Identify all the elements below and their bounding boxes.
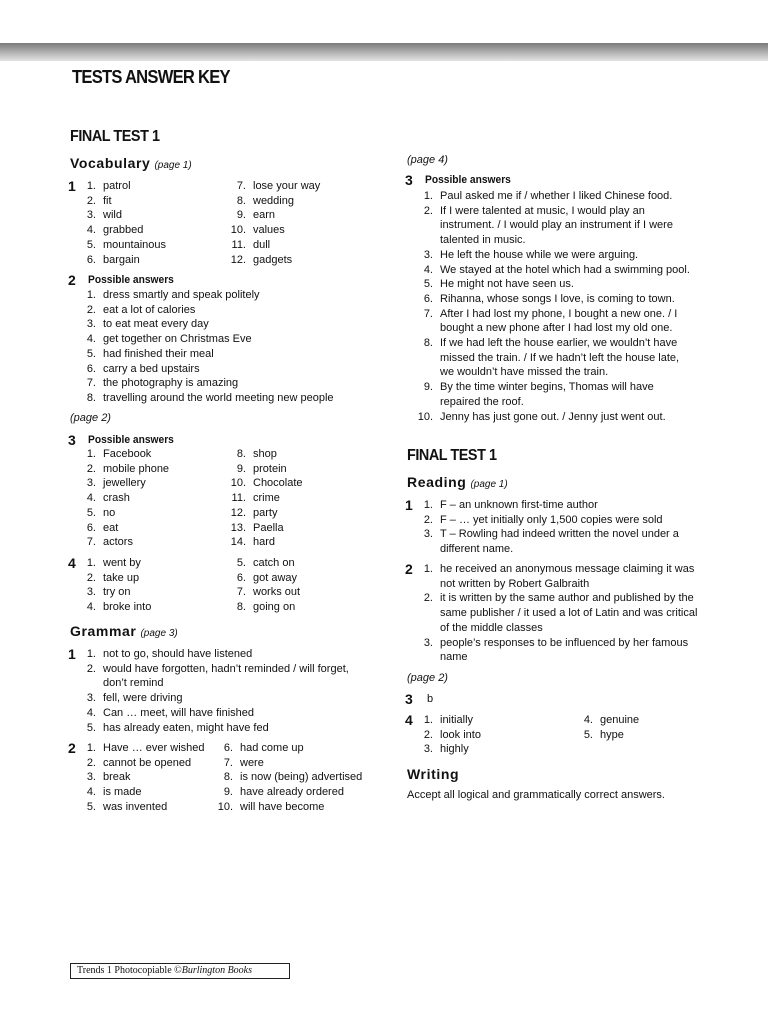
- item-text: crime: [253, 492, 280, 505]
- list-item: [70, 462, 169, 477]
- page-ref: (page 3): [140, 628, 178, 639]
- top-gray-bar: [0, 43, 768, 61]
- item-text: genuine: [600, 714, 640, 726]
- item-number: 5.: [86, 721, 96, 734]
- item-text: Can … meet, will have finished: [103, 706, 255, 719]
- item-text: If we had left the house earlier, we wouldn’t have: [440, 337, 678, 349]
- item-number: 2.: [86, 756, 96, 769]
- page-ref: (page 2): [407, 672, 448, 684]
- list-item: [220, 447, 277, 462]
- list-item: [407, 336, 677, 351]
- item-number: 7.: [236, 180, 246, 192]
- list-item: [407, 189, 672, 204]
- item-text: jewellery: [103, 477, 146, 490]
- list-item: [70, 785, 142, 800]
- list-item: [407, 621, 543, 636]
- item-number: 8.: [236, 601, 246, 614]
- test-title: FINAL TEST 1: [70, 128, 160, 145]
- item-text: F – … yet initially only 1,500 copies were sold: [440, 513, 663, 526]
- list-item: [407, 395, 524, 410]
- item-number: 2.: [423, 728, 433, 741]
- item-text: different name.: [440, 543, 514, 556]
- item-number: 3.: [423, 528, 433, 541]
- item-text: it is written by the same author and published by the: [440, 592, 694, 605]
- item-text: F – an unknown first-time author: [440, 499, 598, 511]
- item-number: 12.: [230, 253, 246, 266]
- list-item: [407, 636, 688, 651]
- item-text: crash: [103, 492, 130, 505]
- list-item: [407, 263, 690, 278]
- list-item: [407, 562, 694, 577]
- item-text: By the time winter begins, Thomas will have: [440, 381, 654, 394]
- list-item: [407, 591, 694, 606]
- item-number: 9.: [223, 786, 233, 799]
- item-number: 1.: [86, 289, 96, 301]
- list-item: [207, 741, 304, 756]
- list-item: [567, 728, 624, 743]
- item-text: Chocolate: [253, 477, 303, 490]
- list-item: [407, 527, 679, 542]
- list-item: [70, 194, 112, 209]
- item-text: bargain: [103, 253, 140, 266]
- item-number: 1.: [86, 448, 96, 460]
- item-number: 4.: [86, 224, 96, 237]
- list-item: [220, 585, 300, 600]
- list-item: [220, 179, 320, 194]
- item-text: dull: [253, 238, 271, 251]
- item-text: carry a bed upstairs: [103, 362, 200, 375]
- list-item: [407, 410, 666, 425]
- item-text: he received an anonymous message claiming it was: [440, 563, 695, 575]
- item-text: is now (being) advertised: [240, 771, 363, 784]
- list-item: [70, 506, 115, 521]
- item-text: party: [253, 506, 278, 519]
- item-number: 2.: [423, 592, 433, 605]
- list-item: [407, 513, 663, 528]
- item-number: 8.: [236, 448, 246, 460]
- list-item: [70, 721, 269, 736]
- item-number: 2.: [86, 194, 96, 207]
- item-text: instrument. / I would play an instrument if I were: [440, 219, 673, 232]
- list-item: [407, 218, 673, 233]
- item-number: 6.: [423, 292, 433, 305]
- list-item: [220, 194, 294, 209]
- item-text: travelling around the world meeting new people: [103, 391, 334, 404]
- item-number: 11.: [231, 492, 246, 505]
- item-number: 3.: [86, 209, 96, 222]
- item-number: 2.: [86, 303, 96, 316]
- list-item: [70, 332, 252, 347]
- footer-box: [70, 963, 290, 979]
- item-number: 5.: [423, 278, 433, 291]
- item-text: will have become: [240, 800, 325, 813]
- item-number: 6.: [86, 253, 96, 266]
- list-item: [220, 556, 295, 571]
- item-number: 7.: [86, 377, 96, 390]
- item-text: patrol: [103, 180, 131, 192]
- item-number: 9.: [423, 381, 433, 394]
- footer-brand: Burlington Books: [181, 965, 253, 976]
- exercise-number: 4: [405, 712, 413, 728]
- list-item: [407, 380, 654, 395]
- list-item: [407, 233, 526, 248]
- list-item: [70, 691, 182, 706]
- item-number: 4.: [86, 786, 96, 799]
- item-number: 2.: [86, 662, 96, 675]
- exercise-number: 1: [405, 497, 413, 513]
- item-text: the photography is amazing: [103, 377, 239, 390]
- item-text: talented in music.: [440, 234, 526, 247]
- list-item: [70, 347, 214, 362]
- list-item: [207, 800, 324, 815]
- item-text: had finished their meal: [103, 347, 214, 360]
- item-text: not to go, should have listened: [103, 648, 253, 660]
- test-title: FINAL TEST 1: [407, 447, 497, 464]
- exercise-number: 3: [405, 691, 413, 707]
- item-number: 7.: [86, 536, 96, 549]
- section-title: Vocabulary: [70, 155, 151, 171]
- item-text: got away: [253, 571, 298, 584]
- item-text: going on: [253, 601, 296, 614]
- list-item: [70, 741, 205, 756]
- exercise-number: 1: [68, 646, 76, 662]
- list-item: [70, 756, 191, 771]
- list-item: [407, 742, 469, 757]
- item-number: 4.: [423, 263, 433, 276]
- list-item: [220, 600, 295, 615]
- item-number: 3.: [423, 248, 433, 261]
- item-text: fit: [103, 194, 112, 207]
- item-text: cannot be opened: [103, 756, 192, 769]
- item-text: same publisher / it used a lot of Latin and was critical: [440, 607, 698, 620]
- list-item: [220, 208, 275, 223]
- item-text: was invented: [103, 800, 168, 813]
- list-item: [70, 556, 141, 571]
- list-item: [207, 756, 264, 771]
- item-text: shop: [253, 448, 277, 460]
- item-text: mountainous: [103, 238, 166, 251]
- list-item: [207, 785, 344, 800]
- item-text: lose your way: [253, 180, 321, 192]
- item-text: Have … ever wished: [103, 742, 205, 754]
- list-item: [70, 600, 151, 615]
- list-item: [70, 238, 166, 253]
- exercise-number: 2: [68, 272, 76, 288]
- item-text: repaired the roof.: [440, 395, 524, 408]
- item-text: try on: [103, 586, 131, 599]
- item-text: not written by Robert Galbraith: [440, 577, 590, 590]
- item-number: 6.: [223, 742, 233, 754]
- item-number: 3.: [423, 636, 433, 649]
- list-item: [70, 662, 349, 677]
- list-item: [70, 362, 200, 377]
- item-text: gadgets: [253, 253, 293, 266]
- item-text: were: [240, 756, 264, 769]
- list-item: [70, 303, 195, 318]
- item-number: 5.: [86, 238, 96, 251]
- list-item: [70, 770, 131, 785]
- item-text: of the middle classes: [440, 621, 543, 634]
- item-text: works out: [253, 586, 301, 599]
- list-item: [407, 606, 697, 621]
- list-item: [407, 650, 468, 665]
- reading-heading: [407, 474, 508, 490]
- list-item: [407, 321, 672, 336]
- list-item: [407, 728, 481, 743]
- item-number: 11.: [231, 238, 246, 251]
- page-ref: (page 4): [407, 154, 448, 166]
- writing-heading: Writing: [407, 766, 460, 782]
- item-number: 3.: [86, 692, 96, 705]
- list-item: [70, 223, 143, 238]
- possible-answers-label: Possible answers: [88, 274, 174, 286]
- list-item: [70, 391, 334, 406]
- item-number: 3.: [86, 477, 96, 490]
- item-text: no: [103, 506, 116, 519]
- item-text: don’t remind: [103, 677, 164, 690]
- list-item: [407, 577, 589, 592]
- item-text: is made: [103, 786, 142, 799]
- list-item: [70, 571, 139, 586]
- item-number: 5.: [236, 557, 246, 569]
- item-number: 6.: [236, 571, 246, 584]
- item-number: 7.: [423, 307, 433, 320]
- item-text: grabbed: [103, 224, 144, 237]
- list-item: [70, 476, 146, 491]
- item-number: 4.: [86, 706, 96, 719]
- possible-answers-label: Possible answers: [88, 434, 174, 446]
- list-item: [70, 208, 122, 223]
- item-number: 1.: [86, 180, 96, 192]
- item-number: 4.: [583, 714, 593, 726]
- list-item: [70, 288, 260, 303]
- grammar-heading: [70, 623, 178, 639]
- list-item: [407, 277, 574, 292]
- item-number: 9.: [236, 209, 246, 222]
- vocabulary-heading: [70, 155, 192, 171]
- item-number: 4.: [86, 601, 96, 614]
- item-text: dress smartly and speak politely: [103, 289, 260, 301]
- item-number: 8.: [223, 771, 233, 784]
- item-number: 8.: [236, 194, 246, 207]
- list-item: [407, 204, 645, 219]
- item-number: 2.: [423, 204, 433, 217]
- item-number: 6.: [86, 521, 96, 534]
- item-text: If I were talented at music, I would play an: [440, 204, 645, 217]
- item-number: 1.: [423, 714, 433, 726]
- list-item: [70, 676, 164, 691]
- item-number: 3.: [86, 771, 96, 784]
- item-number: 8.: [86, 391, 96, 404]
- item-number: 1.: [86, 557, 96, 569]
- footer-text: Trends 1 Photocopiable ©: [77, 965, 182, 976]
- list-item: [220, 571, 297, 586]
- item-text: wedding: [253, 194, 294, 207]
- item-number: 12.: [230, 506, 246, 519]
- list-item: [407, 351, 679, 366]
- item-text: we wouldn’t have missed the train.: [440, 366, 609, 379]
- list-item: [70, 706, 254, 721]
- item-text: fell, were driving: [103, 692, 183, 705]
- list-item: [407, 713, 473, 728]
- list-item: [220, 238, 270, 253]
- list-item: [70, 647, 252, 662]
- item-text: After I had lost my phone, I bought a new one. / I: [440, 307, 678, 320]
- list-item: [220, 223, 285, 238]
- item-text: We stayed at the hotel which had a swimming pool.: [440, 263, 690, 276]
- list-item: [70, 253, 140, 268]
- item-number: 3.: [423, 743, 433, 756]
- item-text: have already ordered: [240, 786, 344, 799]
- item-text: eat: [103, 521, 119, 534]
- list-item: [207, 770, 362, 785]
- list-item: [407, 498, 598, 513]
- item-text: break: [103, 771, 131, 784]
- page-ref: (page 2): [70, 412, 111, 424]
- list-item: [407, 292, 675, 307]
- list-item: [407, 365, 608, 380]
- item-text: Paella: [253, 521, 284, 534]
- list-item: [220, 506, 277, 521]
- item-text: wild: [103, 209, 122, 222]
- list-item: [220, 521, 284, 536]
- item-text: Paul asked me if / whether I liked Chinese food.: [440, 190, 673, 202]
- list-item: [220, 491, 280, 506]
- list-item: [70, 317, 209, 332]
- list-item: [220, 535, 275, 550]
- exercise-number: 2: [405, 561, 413, 577]
- item-text: T – Rowling had indeed written the novel under a: [440, 528, 679, 541]
- item-text: He might not have seen us.: [440, 278, 574, 291]
- item-number: 1.: [423, 563, 433, 575]
- item-text: Jenny has just gone out. / Jenny just went out.: [440, 410, 666, 423]
- writing-instruction: Accept all logical and grammatically correct answers.: [407, 789, 665, 801]
- item-text: hard: [253, 536, 276, 549]
- item-number: 2.: [86, 462, 96, 475]
- item-text: Rihanna, whose songs I love, is coming to town.: [440, 292, 675, 305]
- item-text: mobile phone: [103, 462, 170, 475]
- item-number: 4.: [86, 333, 96, 346]
- item-number: 1.: [86, 742, 96, 754]
- item-text: take up: [103, 571, 140, 584]
- item-text: bought a new phone after I had lost my old one.: [440, 322, 673, 335]
- item-text: had come up: [240, 742, 304, 754]
- list-item: [70, 447, 151, 462]
- list-item: [70, 521, 118, 536]
- item-text: has already eaten, might have fed: [103, 721, 269, 734]
- section-title: Reading: [407, 474, 467, 490]
- item-text: get together on Christmas Eve: [103, 333, 252, 346]
- list-item: [220, 253, 292, 268]
- item-text: actors: [103, 536, 133, 549]
- item-number: 6.: [86, 362, 96, 375]
- item-text: broke into: [103, 601, 152, 614]
- item-number: 7.: [236, 586, 246, 599]
- item-number: 2.: [86, 571, 96, 584]
- item-text: name: [440, 651, 468, 664]
- item-number: 4.: [86, 492, 96, 505]
- list-item: [70, 491, 130, 506]
- item-number: 8.: [423, 337, 433, 349]
- list-item: [407, 542, 513, 557]
- list-item: [70, 800, 167, 815]
- list-item: [220, 462, 287, 477]
- item-text: catch on: [253, 557, 295, 569]
- item-text: highly: [440, 743, 469, 756]
- item-text: Facebook: [103, 448, 152, 460]
- item-number: 3.: [86, 318, 96, 331]
- list-item: [567, 713, 639, 728]
- item-number: 5.: [583, 728, 593, 741]
- item-text: went by: [103, 557, 141, 569]
- item-number: 2.: [423, 513, 433, 526]
- item-text: hype: [600, 728, 624, 741]
- page-title: TESTS ANSWER KEY: [72, 67, 230, 87]
- item-number: 1.: [86, 648, 96, 660]
- list-item: [220, 476, 303, 491]
- item-number: 10.: [417, 410, 433, 423]
- item-text: protein: [253, 462, 287, 475]
- item-number: 9.: [236, 462, 246, 475]
- item-number: 7.: [223, 756, 233, 769]
- item-text: earn: [253, 209, 276, 222]
- item-text: people’s responses to be influenced by her famous: [440, 636, 689, 649]
- section-title: Grammar: [70, 623, 137, 639]
- list-item: [70, 179, 131, 194]
- page-ref: (page 1): [470, 479, 508, 490]
- item-number: 5.: [86, 347, 96, 360]
- item-number: 14.: [230, 536, 246, 549]
- item-number: 1.: [423, 190, 433, 202]
- list-item: [407, 248, 638, 263]
- item-text: to eat meat every day: [103, 318, 209, 331]
- item-number: 13.: [230, 521, 246, 534]
- item-number: 3.: [86, 586, 96, 599]
- possible-answers-label: Possible answers: [425, 174, 511, 186]
- exercise-number: 1: [68, 178, 76, 194]
- item-number: 10.: [217, 800, 233, 813]
- item-text: eat a lot of calories: [103, 303, 196, 316]
- item-text: initially: [440, 714, 474, 726]
- item-text: values: [253, 224, 285, 237]
- list-item: [70, 376, 238, 391]
- list-item: [70, 535, 133, 550]
- item-number: 1.: [423, 499, 433, 511]
- exercise-number: 3: [68, 432, 76, 448]
- list-item: [70, 585, 131, 600]
- page-ref: (page 1): [154, 160, 192, 171]
- item-text: He left the house while we were arguing.: [440, 248, 639, 261]
- item-number: 10.: [230, 224, 246, 237]
- item-number: 5.: [86, 800, 96, 813]
- item-text: look into: [440, 728, 481, 741]
- item-number: 5.: [86, 506, 96, 519]
- item-text: would have forgotten, hadn’t reminded / will forget,: [103, 662, 349, 675]
- exercise-number: 4: [68, 555, 76, 571]
- item-text: missed the train. / If we hadn’t left the house late,: [440, 351, 680, 364]
- exercise-number: 3: [405, 172, 413, 188]
- answer-text: b: [427, 693, 434, 705]
- list-item: [407, 307, 677, 322]
- item-number: 10.: [230, 477, 246, 490]
- exercise-number: 2: [68, 740, 76, 756]
